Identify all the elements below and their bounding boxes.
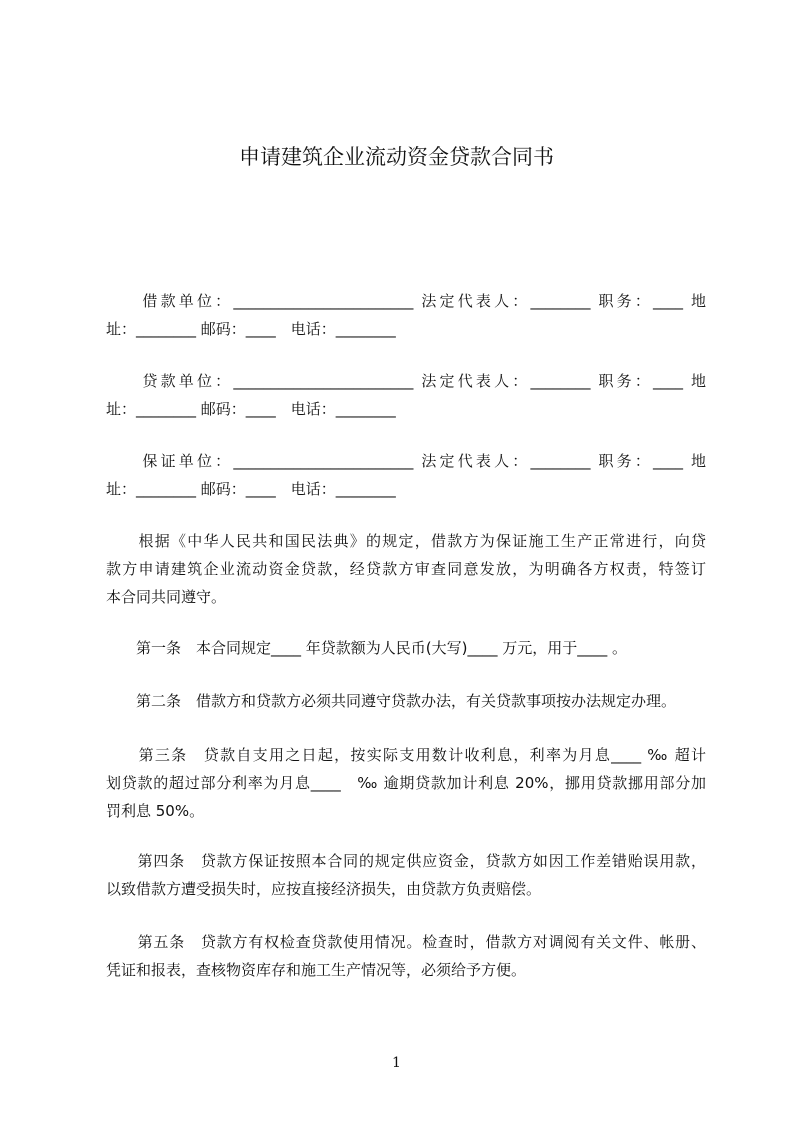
borrower-info <box>106 287 706 343</box>
text-line: 第四条 贷款方保证按照本合同的规定供应资金，贷款方如因工作差错贻误用款， <box>106 852 706 870</box>
article-2 <box>106 687 706 715</box>
text-line: 址：________ 邮码：____ 电话：________ <box>106 400 396 418</box>
text-line: 第三条 贷款自支用之日起，按实际支用数计收利息，利率为月息____ ‰ 超计 <box>106 746 706 764</box>
article-3 <box>106 741 706 825</box>
text-line: 借款单位：________________________ 法定代表人：________ 职务：____ 地 <box>106 292 706 310</box>
text-line: 第五条 贷款方有权检查贷款使用情况。检查时，借款方对调阅有关文件、帐册、 <box>106 933 706 951</box>
text-line: 保证单位：________________________ 法定代表人：________ 职务：____ 地 <box>106 452 706 470</box>
article-1 <box>106 634 706 662</box>
preamble-paragraph <box>106 527 706 611</box>
text-line: 以致借款方遭受损失时，应按直接经济损失，由贷款方负责赔偿。 <box>106 880 542 898</box>
lender-info <box>106 367 706 423</box>
text-line: 本合同共同遵守。 <box>106 588 227 606</box>
text-line: 划贷款的超过部分利率为月息____ ‰ 逾期贷款加计利息 20%，挪用贷款挪用部分加 <box>106 774 706 792</box>
article-4 <box>106 847 706 903</box>
text-line: 贷款单位：________________________ 法定代表人：________ 职务：____ 地 <box>106 372 706 390</box>
page-number: 1 <box>392 1055 401 1071</box>
text-line: 第二条 借款方和贷款方必须共同遵守贷款办法，有关贷款事项按办法规定办理。 <box>106 692 677 710</box>
text-line: 址：________ 邮码：____ 电话：________ <box>106 320 396 338</box>
text-line: 址：________ 邮码：____ 电话：________ <box>106 480 396 498</box>
text-line: 凭证和报表，查核物资库存和施工生产情况等，必须给予方便。 <box>106 961 527 979</box>
text-line: 根据《中华人民共和国民法典》的规定，借款方为保证施工生产正常进行，向贷 <box>106 532 706 550</box>
text-line: 款方申请建筑企业流动资金贷款，经贷款方审查同意发放，为明确各方权责，特签订 <box>106 560 706 578</box>
article-5 <box>106 928 706 984</box>
text-line: 罚利息 50%。 <box>106 802 205 820</box>
document-title: 申请建筑企业流动资金贷款合同书 <box>239 145 554 169</box>
text-line: 第一条 本合同规定____ 年贷款额为人民币(大写)____ 万元，用于____ 。 <box>106 639 628 657</box>
guarantor-info <box>106 447 706 503</box>
